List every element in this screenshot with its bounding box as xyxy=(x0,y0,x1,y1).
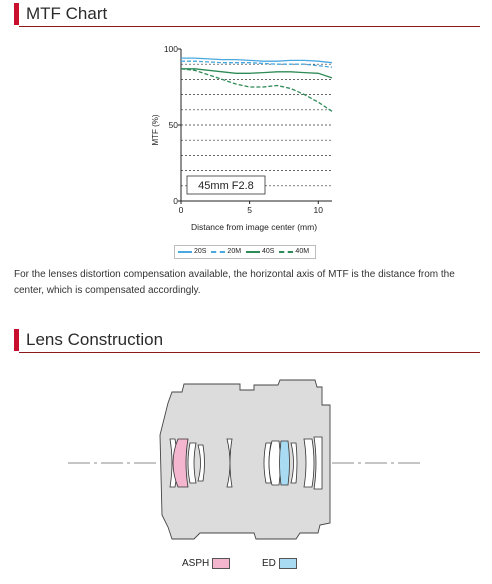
y-tick-label: 50 xyxy=(168,120,178,130)
ed-legend-label: ED xyxy=(262,558,276,570)
asph-swatch xyxy=(212,558,230,569)
mtf-section-header xyxy=(14,3,480,27)
chart-grid xyxy=(181,64,332,186)
y-tick-label: 100 xyxy=(163,44,178,54)
lens-element-7 xyxy=(269,441,281,485)
mtf-chart xyxy=(150,40,350,240)
chart-series xyxy=(181,58,332,111)
section-accent-bar xyxy=(14,329,19,351)
mtf-note: For the lenses distortion compensation available, the horizontal axis of MTF is the distance from the center, which is compensated accordingly. xyxy=(14,269,455,296)
lens-element-ed xyxy=(280,441,290,485)
legend-item-40m: 40M xyxy=(279,246,309,259)
lens-section-header xyxy=(14,329,480,353)
lens-construction-diagram xyxy=(60,375,430,550)
y-axis-label: MTF (%) xyxy=(151,114,160,146)
asph-legend-label: ASPH xyxy=(182,558,210,570)
series-line-20m xyxy=(181,61,332,67)
lens-section-title: Lens Construction xyxy=(26,330,164,349)
y-tick-label: 0 xyxy=(173,196,178,206)
legend-item-40s: 40S xyxy=(246,246,274,259)
x-tick-label: 10 xyxy=(313,205,324,215)
legend-item-20s: 20S xyxy=(178,246,206,259)
ed-swatch xyxy=(279,558,297,569)
x-tick-label: 5 xyxy=(247,205,253,215)
x-axis-label: Distance from image center (mm) xyxy=(190,222,318,232)
x-tick-label: 0 xyxy=(178,205,184,215)
series-line-20s xyxy=(181,58,332,63)
section-divider xyxy=(19,352,480,353)
series-line-40s xyxy=(181,69,332,78)
section-divider xyxy=(19,26,480,27)
chart-legend xyxy=(174,245,316,259)
ed-legend xyxy=(262,558,297,570)
legend-item-20m: 20M xyxy=(211,246,241,259)
section-accent-bar xyxy=(14,3,19,25)
mtf-section-title: MTF Chart xyxy=(26,4,108,23)
series-line-40m xyxy=(181,69,332,112)
chart-annotation: 45mm F2.8 xyxy=(198,180,254,192)
lens-element-asph xyxy=(173,439,188,487)
asph-legend xyxy=(182,558,230,570)
